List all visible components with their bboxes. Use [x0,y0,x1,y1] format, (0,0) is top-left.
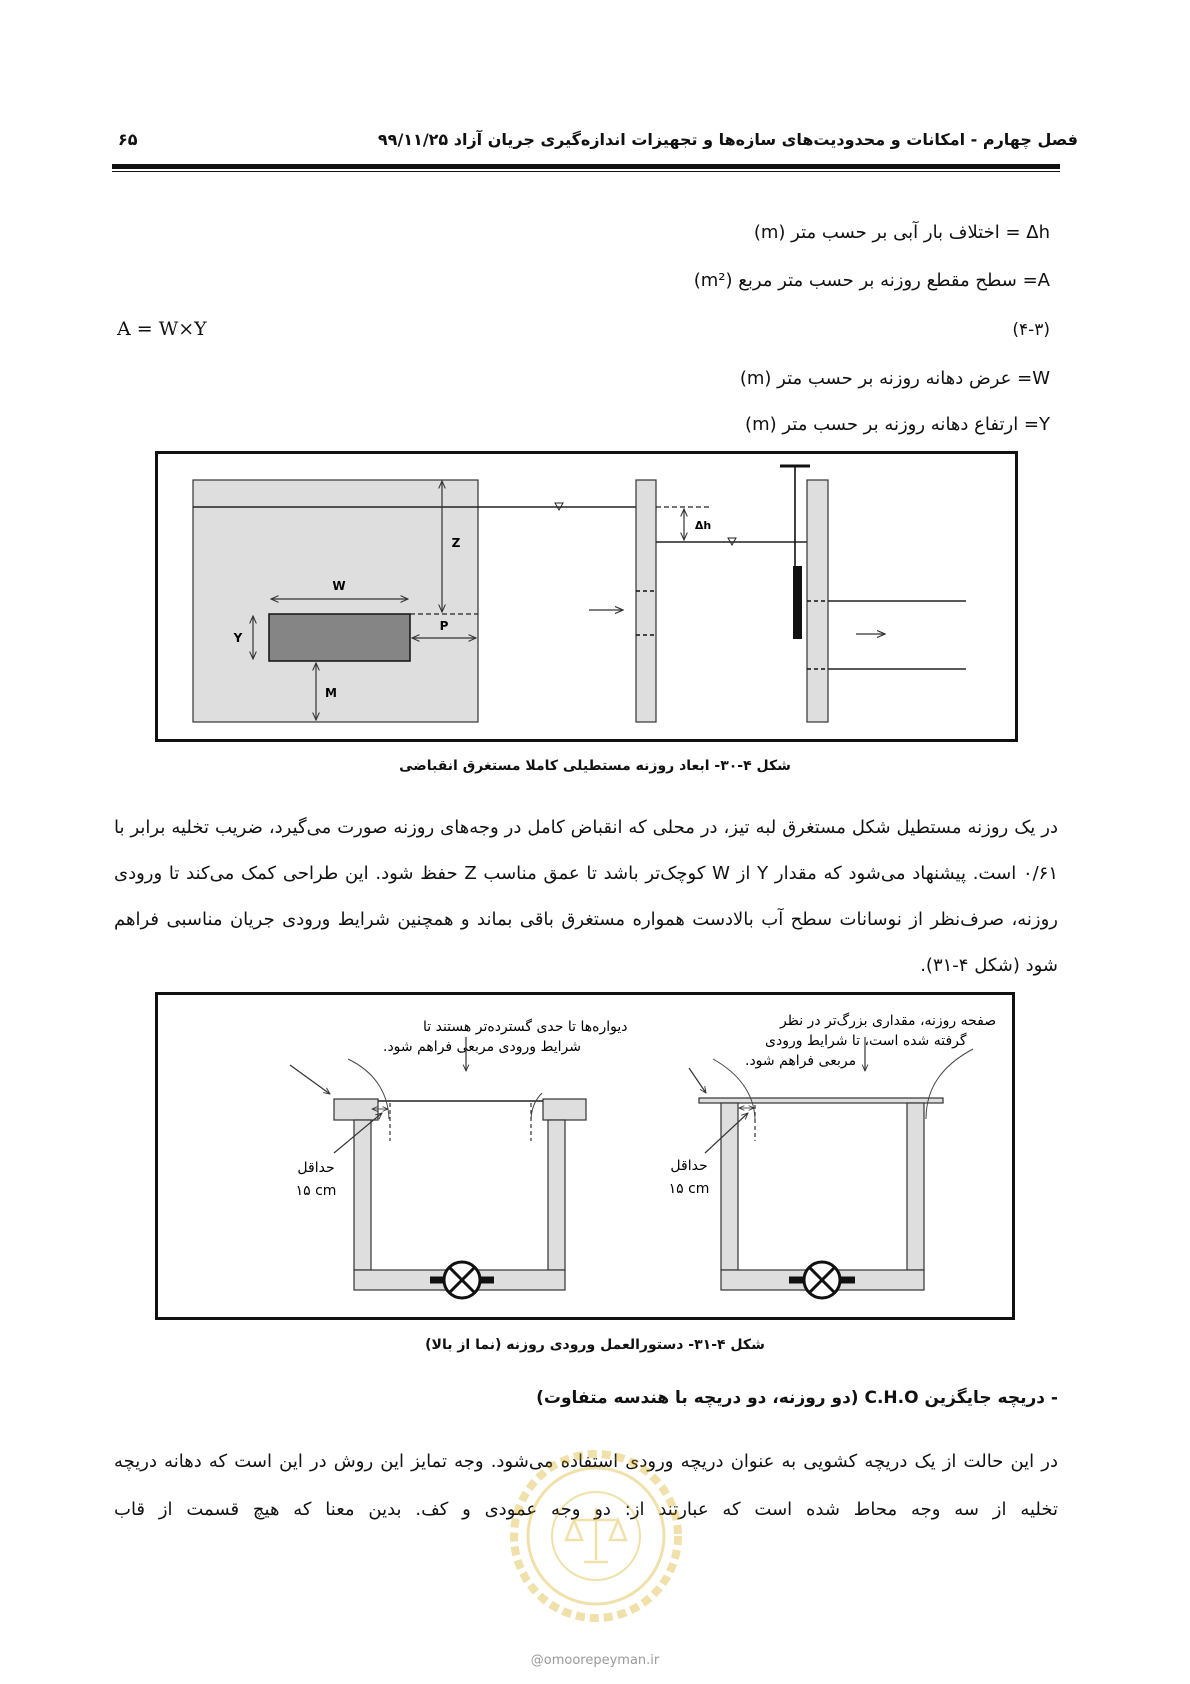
chapter-title: فصل چهارم - امکانات و محدودیت‌های سازه‌ها و تجهیزات اندازه‌گیری جریان آزاد ۹۹/۱۱/۲۵ [377,130,1078,149]
left-streamline-right [531,1093,542,1121]
label-m: M [325,686,337,700]
left-wall-flange-right [543,1099,586,1120]
equation-number: (۴-۳) [1012,320,1050,340]
figure-30-caption: شکل ۴-۳۰- ابعاد روزنه مستطیلی کاملا مستغرق انقباضی [399,758,791,774]
right-box-wall-left [721,1103,738,1270]
right-min-label: حداقل [670,1158,708,1174]
label-p: P [439,619,449,633]
header-rule-thin [112,171,1060,172]
definition-a: A= سطح مقطع روزنه بر حسب متر مربع (m²) [693,270,1050,291]
figure-30-frame [155,451,1018,742]
figure-30-diagram [158,454,1015,739]
orifice-rectangle [269,614,410,661]
right-note-line-2: گرفته شده است، تا شرایط ورودی [765,1033,967,1049]
equation-formula: A = W×Y [117,318,207,340]
left-min-label: حداقل [297,1160,335,1176]
right-note-pointer [689,1068,706,1093]
right-note-line-3: مربعی فراهم شود. [745,1053,857,1069]
paragraph-1: در یک روزنه مستطیل شکل مستغرق لبه تیز، در محلی که انقباض کامل در وجه‌های روزنه صورت می‌گیرد، ضریب تخلیه برابر با ۰/۶۱ است. پیشنهاد می‌شود که مقدار Y از W کوچک‌تر باشد تا عمق مناسب Z حفظ شود. این طراحی کمک می‌کند تا ورودی روزنه، صرف‌نظر از نوسانات سطح آب بالادست همواره مستغرق باقی بماند و همچنین شرایط ورودی جریان مناسبی فراهم شود (شکل ۴-۳۱). [114,817,1059,976]
label-w: W [332,579,346,593]
page-number: ۶۵ [118,130,138,149]
figure-31-frame [155,992,1015,1320]
right-streamline-right [926,1049,973,1119]
watermark-scale-icon [566,1508,626,1562]
left-box-wall-right [548,1120,565,1270]
watermark-seal [508,1448,684,1624]
left-wall-flange-left [334,1099,378,1120]
left-min-value: ۱۵ cm [295,1183,337,1199]
right-orifice-plate [699,1098,943,1103]
orifice-plate-section [636,480,656,722]
definition-w: W= عرض دهانه روزنه بر حسب متر (m) [739,368,1050,389]
section-heading: - دریچه جایگزین C.H.O (دو روزنه، دو دریچه با هندسه متفاوت) [536,1388,1058,1408]
header-rule-thick [112,164,1060,169]
right-note-line-1: صفحه روزنه، مقداری بزرگ‌تر در نظر [780,1013,997,1029]
left-note-pointer [290,1065,330,1094]
figure-31-caption: شکل ۴-۳۱- دستورالعمل ورودی روزنه (نما از بالا) [425,1337,765,1353]
footer-website: @omoorepeyman.ir [530,1653,660,1668]
left-note-line-1: دیواره‌ها تا حدی گسترده‌تر هستند تا [423,1019,628,1035]
right-min-value: ۱۵ cm [668,1181,710,1197]
label-z: Z [451,536,461,550]
definition-dh: Δh = اختلاف بار آبی بر حسب متر (m) [753,222,1050,243]
left-box-wall-left [354,1120,371,1270]
right-box-wall-right [907,1103,924,1270]
left-note-line-2: شرایط ورودی مربعی فراهم شود. [383,1039,582,1055]
definition-y: Y= ارتفاع دهانه روزنه بر حسب متر (m) [745,414,1050,435]
label-dh: Δh [694,519,712,532]
page-header [112,128,1078,154]
gate-leaf [793,566,802,639]
paragraph-2: در این حالت از یک دریچه کشویی به عنوان دریچه ورودی استفاده می‌شود. وجه تمایز این روش در این است که دهانه دریچه تخلیه از سه وجه محاط شده است که عبارتند از: دو وجه عمودی و کف. بدین معنا که هیچ قسمت از قاب [114,1451,1058,1520]
label-y: Y [233,631,243,645]
figure-31-diagram [158,995,1012,1317]
